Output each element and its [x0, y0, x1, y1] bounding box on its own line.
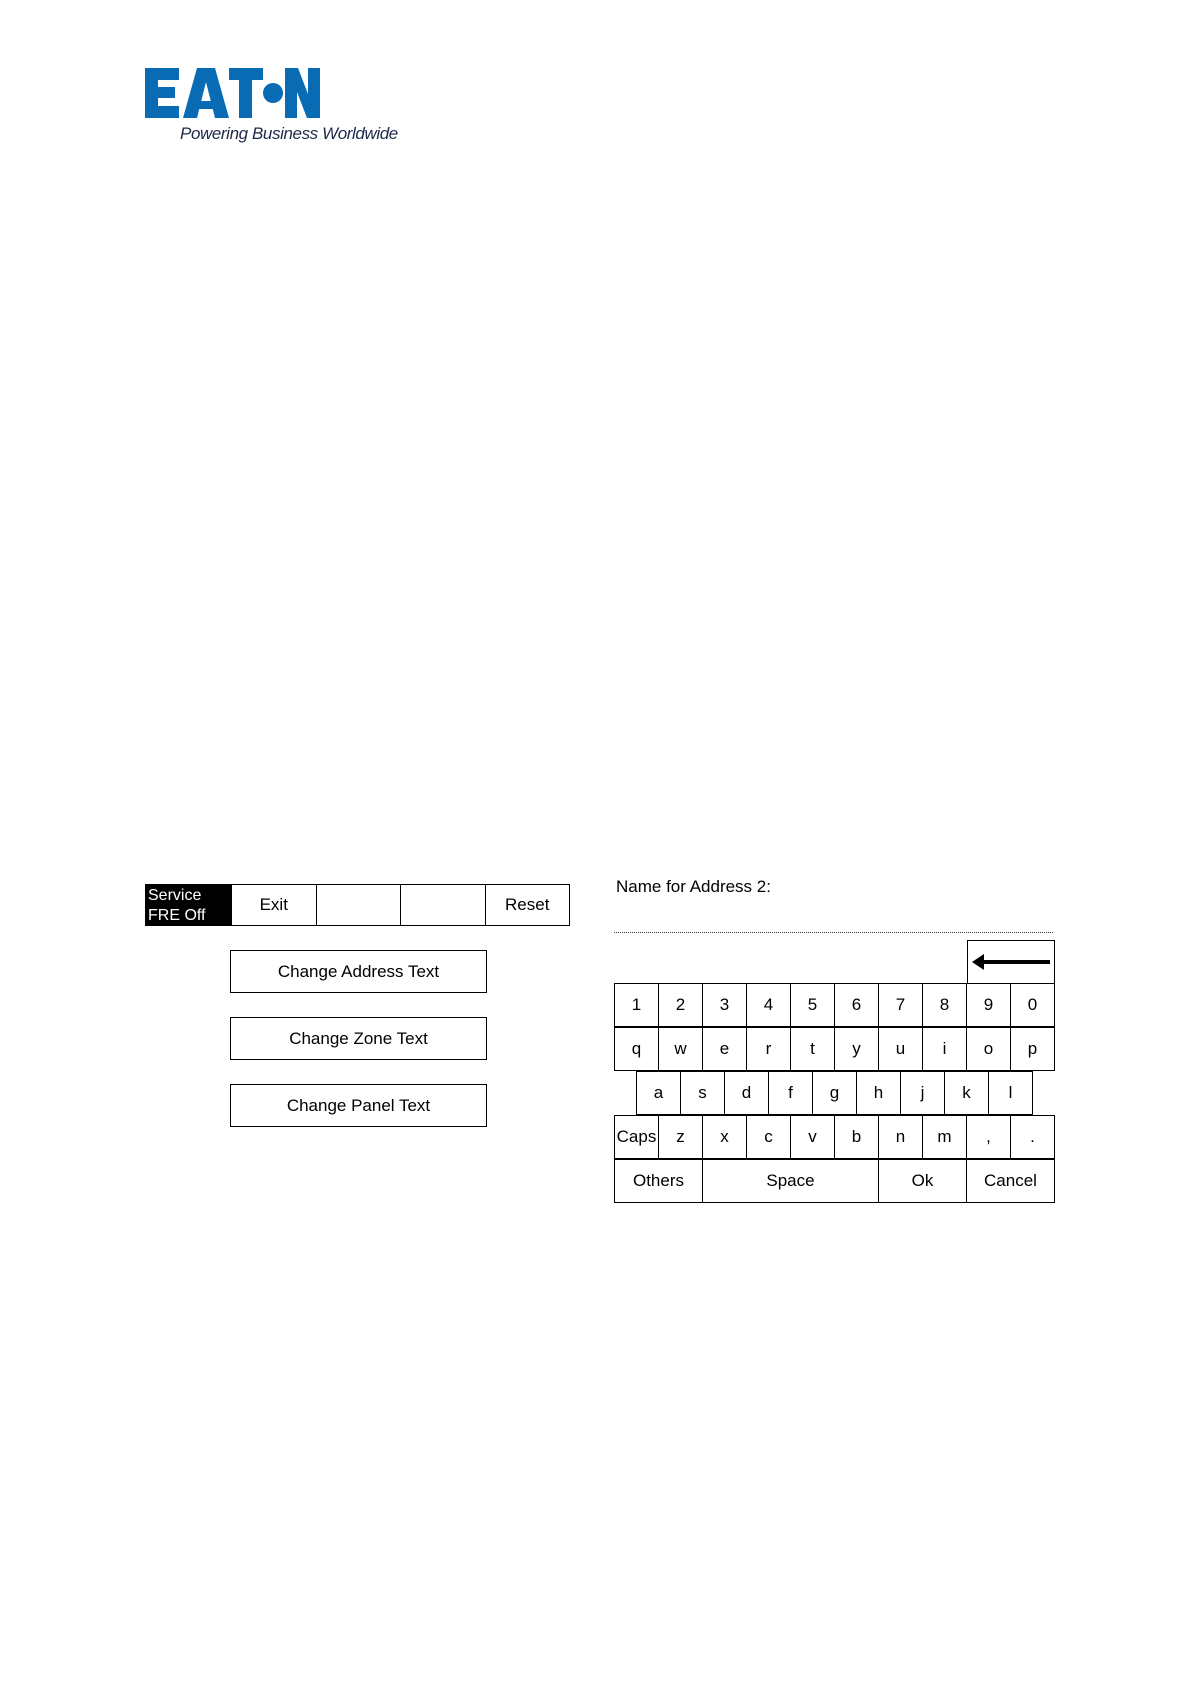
keyboard-row-digits	[614, 984, 1055, 1028]
key-v[interactable]: v	[790, 1115, 835, 1159]
keyboard-row-qwerty	[614, 1028, 1055, 1072]
caps-key[interactable]: Caps	[614, 1115, 659, 1159]
key-e[interactable]: e	[702, 1027, 747, 1071]
change-zone-text-button[interactable]: Change Zone Text	[230, 1017, 487, 1060]
exit-button[interactable]: Exit	[231, 885, 316, 925]
key-3[interactable]: 3	[702, 983, 747, 1027]
key-period[interactable]: .	[1010, 1115, 1055, 1159]
change-address-text-button[interactable]: Change Address Text	[230, 950, 487, 993]
change-panel-text-button[interactable]: Change Panel Text	[230, 1084, 487, 1127]
left-arrow-icon	[972, 953, 1050, 971]
key-a[interactable]: a	[636, 1071, 681, 1115]
key-g[interactable]: g	[812, 1071, 857, 1115]
key-q[interactable]: q	[614, 1027, 659, 1071]
key-b[interactable]: b	[834, 1115, 879, 1159]
blank-button-2[interactable]	[400, 885, 485, 925]
space-key[interactable]: Space	[702, 1159, 879, 1203]
key-j[interactable]: j	[900, 1071, 945, 1115]
others-key[interactable]: Others	[614, 1159, 703, 1203]
keyboard-row-zxcv	[614, 1116, 1055, 1160]
key-c[interactable]: c	[746, 1115, 791, 1159]
key-2[interactable]: 2	[658, 983, 703, 1027]
key-t[interactable]: t	[790, 1027, 835, 1071]
reset-button[interactable]: Reset	[485, 885, 570, 925]
key-o[interactable]: o	[966, 1027, 1011, 1071]
key-y[interactable]: y	[834, 1027, 879, 1071]
key-h[interactable]: h	[856, 1071, 901, 1115]
key-0[interactable]: 0	[1010, 983, 1055, 1027]
key-r[interactable]: r	[746, 1027, 791, 1071]
key-w[interactable]: w	[658, 1027, 703, 1071]
status-line-service: Service	[148, 887, 202, 904]
name-field-label: Name for Address 2:	[616, 877, 771, 896]
ok-key[interactable]: Ok	[878, 1159, 967, 1203]
key-s[interactable]: s	[680, 1071, 725, 1115]
key-i[interactable]: i	[922, 1027, 967, 1071]
key-d[interactable]: d	[724, 1071, 769, 1115]
key-4[interactable]: 4	[746, 983, 791, 1027]
key-6[interactable]: 6	[834, 983, 879, 1027]
eaton-wordmark-icon	[145, 68, 320, 118]
key-l[interactable]: l	[988, 1071, 1033, 1115]
status-line-fre: FRE Off	[148, 907, 206, 924]
key-7[interactable]: 7	[878, 983, 923, 1027]
backspace-button[interactable]	[967, 940, 1055, 984]
cancel-key[interactable]: Cancel	[966, 1159, 1055, 1203]
key-1[interactable]: 1	[614, 983, 659, 1027]
key-9[interactable]: 9	[966, 983, 1011, 1027]
key-k[interactable]: k	[944, 1071, 989, 1115]
blank-button-1[interactable]	[316, 885, 401, 925]
keyboard-row-bottom	[614, 1160, 1055, 1204]
key-n[interactable]: n	[878, 1115, 923, 1159]
logo-tagline: Powering Business Worldwide	[180, 124, 398, 143]
status-indicator	[146, 885, 231, 925]
service-toolbar	[145, 884, 570, 926]
key-8[interactable]: 8	[922, 983, 967, 1027]
key-comma[interactable]: ,	[966, 1115, 1011, 1159]
key-x[interactable]: x	[702, 1115, 747, 1159]
key-z[interactable]: z	[658, 1115, 703, 1159]
key-5[interactable]: 5	[790, 983, 835, 1027]
keyboard-row-asdf	[636, 1072, 1033, 1116]
key-u[interactable]: u	[878, 1027, 923, 1071]
key-f[interactable]: f	[768, 1071, 813, 1115]
key-p[interactable]: p	[1010, 1027, 1055, 1071]
name-input[interactable]	[614, 900, 1053, 933]
key-m[interactable]: m	[922, 1115, 967, 1159]
